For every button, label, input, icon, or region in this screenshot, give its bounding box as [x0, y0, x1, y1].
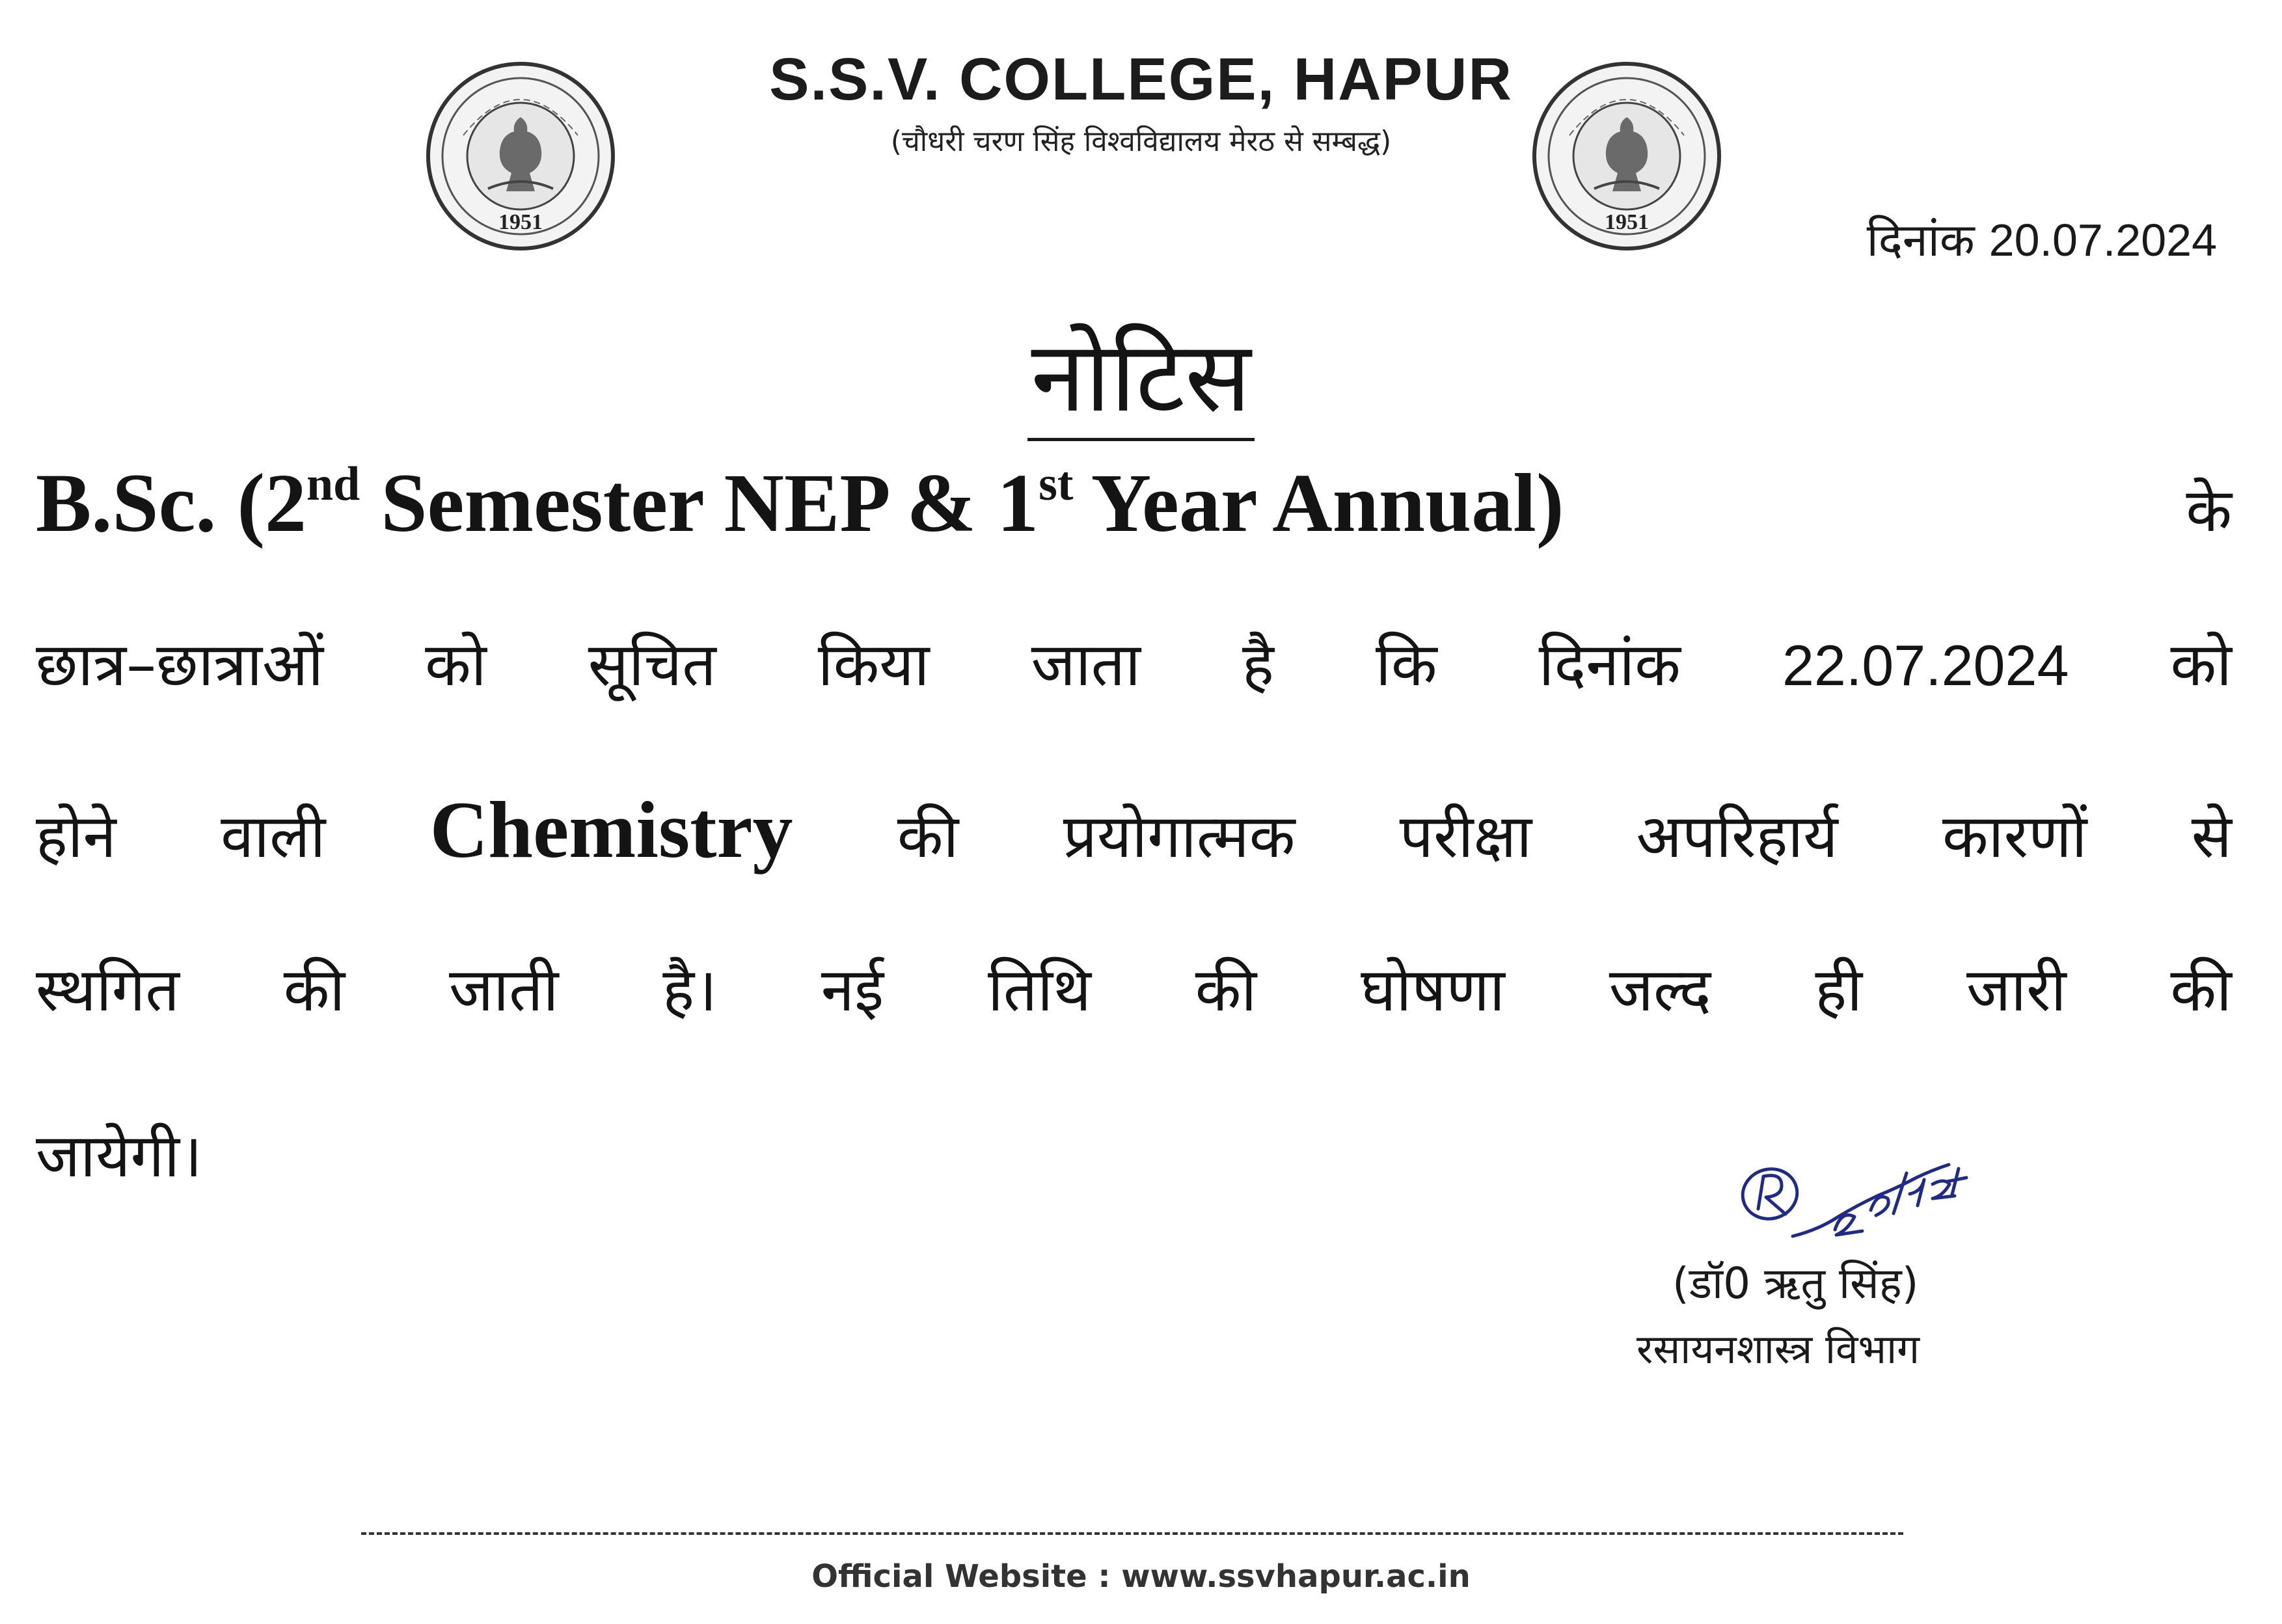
notice-date [1867, 207, 2217, 269]
body-word: को [2170, 630, 2232, 699]
subject-name: Chemistry [429, 785, 793, 874]
date-value: 20.07.2024 [1989, 215, 2217, 265]
notice-title-text: नोटिस [1027, 322, 1255, 441]
body-word: को [425, 630, 487, 699]
body-word: नई [821, 955, 884, 1025]
body-word: कारणों [1942, 802, 2087, 871]
body-word: सूचित [588, 630, 716, 699]
body-word: किया [817, 630, 930, 699]
body-word: अपरिहार्य [1636, 802, 1838, 871]
official-website: Official Website : www.ssvhapur.ac.in [811, 1558, 1471, 1595]
body-word: जल्द [1609, 955, 1711, 1025]
course-description: B.Sc. (2nd Semester NEP & 1st Year Annual) [36, 457, 1564, 549]
body-line-4 [36, 947, 2232, 1028]
svg-text:1951: 1951 [498, 210, 543, 234]
body-word: के [2186, 476, 2232, 545]
body-line-3 [36, 784, 2232, 876]
exam-date: 22.07.2024 [1782, 633, 2069, 697]
body-word: है [1242, 630, 1274, 699]
body-word: की [897, 802, 959, 871]
body-word: है। [662, 955, 718, 1025]
body-word: जाती [449, 955, 559, 1025]
college-name: S.S.V. COLLEGE, HAPUR [769, 46, 1513, 113]
affiliation-line: (चौधरी चरण सिंह विश्वविद्यालय मेरठ से सम्बद्ध) [890, 125, 1392, 158]
body-word: कि [1376, 630, 1437, 699]
body-word: की [283, 955, 346, 1025]
body-word: की [2170, 955, 2232, 1025]
body-word: जारी [1966, 955, 2067, 1025]
signatory-department: रसायनशास्त्र विभाग [1637, 1325, 1920, 1373]
body-word: से [2191, 802, 2232, 871]
body-word: छात्र–छात्राओं [36, 630, 324, 699]
date-label: दिनांक [1866, 213, 1975, 267]
body-word: स्थगित [36, 955, 180, 1025]
body-line-2 [36, 621, 2232, 703]
body-word: जायेगी। [36, 1121, 202, 1191]
signatory-name: (डॉ0 ऋतु सिंह) [1672, 1258, 1919, 1308]
body-word: ही [1815, 955, 1863, 1025]
notice-title [0, 322, 2282, 441]
body-word: प्रयोगात्मक [1063, 802, 1296, 871]
body-word: दिनांक [1538, 630, 1681, 699]
body-line-1 [36, 455, 2232, 551]
body-word: की [1195, 955, 1257, 1025]
footer-divider [361, 1532, 1903, 1535]
body-word: होने [36, 802, 116, 871]
body-word: तिथि [988, 955, 1091, 1025]
body-word: घोषणा [1361, 955, 1505, 1025]
body-word: जाता [1031, 630, 1141, 699]
body-word: परीक्षा [1399, 802, 1532, 871]
svg-text:1951: 1951 [1605, 210, 1649, 234]
body-word: वाली [221, 802, 326, 871]
